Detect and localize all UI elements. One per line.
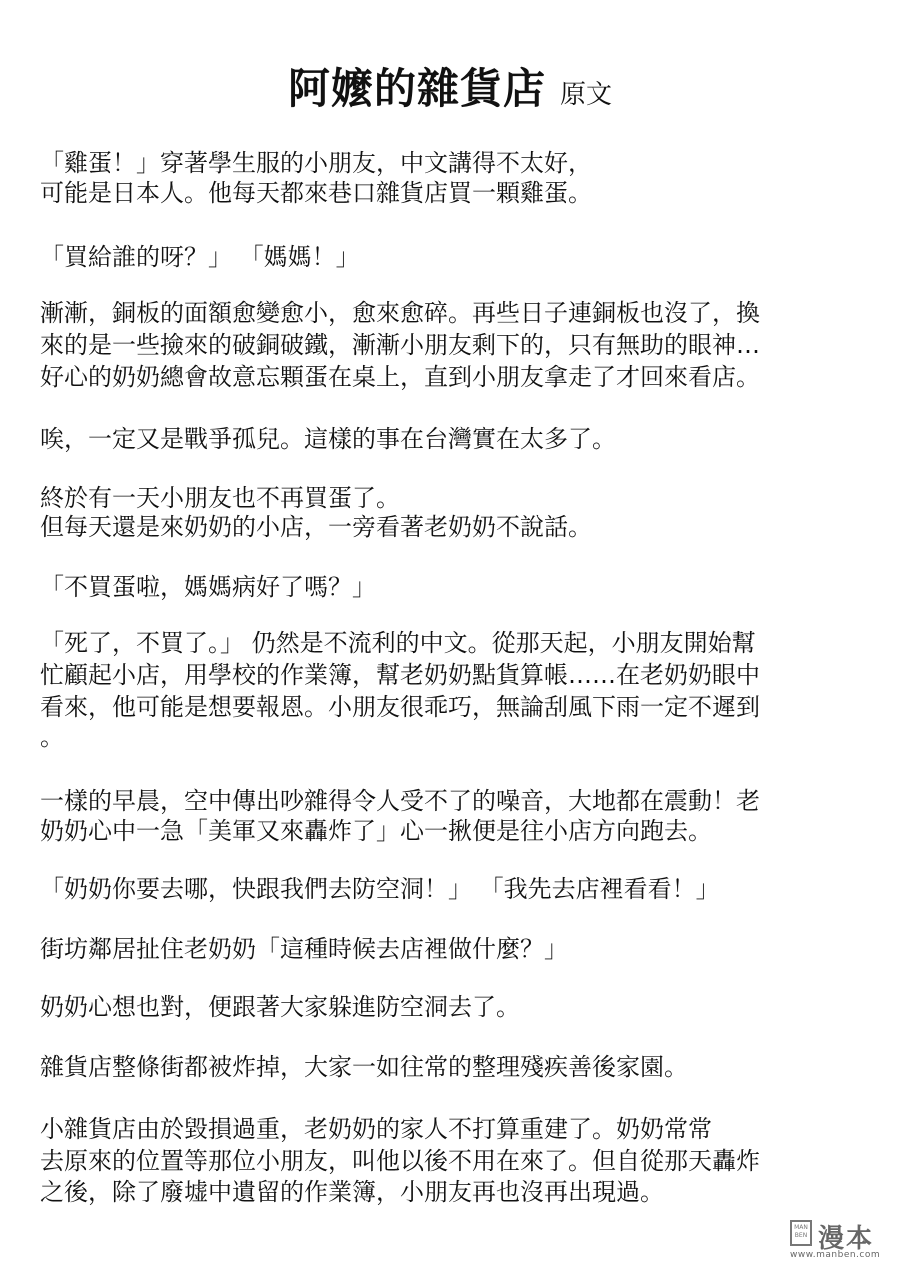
text-line: 街坊鄰居扯住老奶奶「這種時候去店裡做什麼？」: [40, 935, 568, 963]
text-line: 去原來的位置等那位小朋友，叫他以後不用在來了。但自從那天轟炸: [40, 1147, 760, 1175]
text-line: 唉，一定又是戰爭孤兒。這樣的事在台灣實在太多了。: [40, 425, 616, 453]
text-line: 「死了，不買了。」 仍然是不流利的中文。從那天起，小朋友開始幫: [40, 629, 756, 657]
text-line: 奶奶心中一急「美軍又來轟炸了」心一揪便是往小店方向跑去。: [40, 817, 712, 845]
text-line: 但每天還是來奶奶的小店，一旁看著老奶奶不說話。: [40, 513, 592, 541]
text-line: 雜貨店整條街都被炸掉，大家一如往常的整理殘疾善後家園。: [40, 1053, 688, 1081]
text-line: 忙顧起小店，用學校的作業簿，幫老奶奶點貨算帳……在老奶奶眼中: [40, 661, 760, 689]
text-line: 漸漸，銅板的面額愈變愈小，愈來愈碎。再些日子連銅板也沒了，換: [40, 299, 760, 327]
text-line: 「雞蛋！」穿著學生服的小朋友，中文講得不太好，: [40, 149, 592, 177]
text-line: 看來，他可能是想要報恩。小朋友很乖巧，無論刮風下雨一定不遲到: [40, 693, 760, 721]
watermark-logo: [790, 1218, 894, 1262]
text-line: 「不買蛋啦，媽媽病好了嗎？」: [40, 573, 376, 601]
text-line: 「買給誰的呀？」 「媽媽！」: [40, 243, 360, 271]
watermark-text: 漫本: [818, 1224, 875, 1254]
text-line: 「奶奶你要去哪，快跟我們去防空洞！」 「我先去店裡看看！」: [40, 875, 720, 903]
text-line: 好心的奶奶總會故意忘顆蛋在桌上，直到小朋友拿走了才回來看店。: [40, 363, 760, 391]
text-line: 。: [40, 723, 64, 751]
text-line: 可能是日本人。他每天都來巷口雜貨店買一顆雞蛋。: [40, 179, 592, 207]
text-line: 小雜貨店由於毀損過重，老奶奶的家人不打算重建了。奶奶常常: [40, 1115, 712, 1143]
title-subtitle: 原文: [560, 80, 613, 110]
text-line: 一樣的早晨，空中傳出吵雜得令人受不了的噪音，大地都在震動！老: [40, 787, 760, 815]
text-line: 之後，除了廢墟中遺留的作業簿，小朋友再也沒再出現過。: [40, 1178, 664, 1206]
watermark-mark-icon: MAN BEN: [790, 1220, 812, 1246]
text-line: 來的是一些撿來的破銅破鐵，漸漸小朋友剩下的，只有無助的眼神…: [40, 331, 760, 359]
watermark-url: www.manben.com: [790, 1250, 881, 1260]
page-title: [0, 56, 900, 116]
text-line: 奶奶心想也對，便跟著大家躲進防空洞去了。: [40, 993, 520, 1021]
title-main: 阿嬤的雜貨店: [287, 64, 546, 113]
text-line: 終於有一天小朋友也不再買蛋了。: [40, 484, 400, 512]
